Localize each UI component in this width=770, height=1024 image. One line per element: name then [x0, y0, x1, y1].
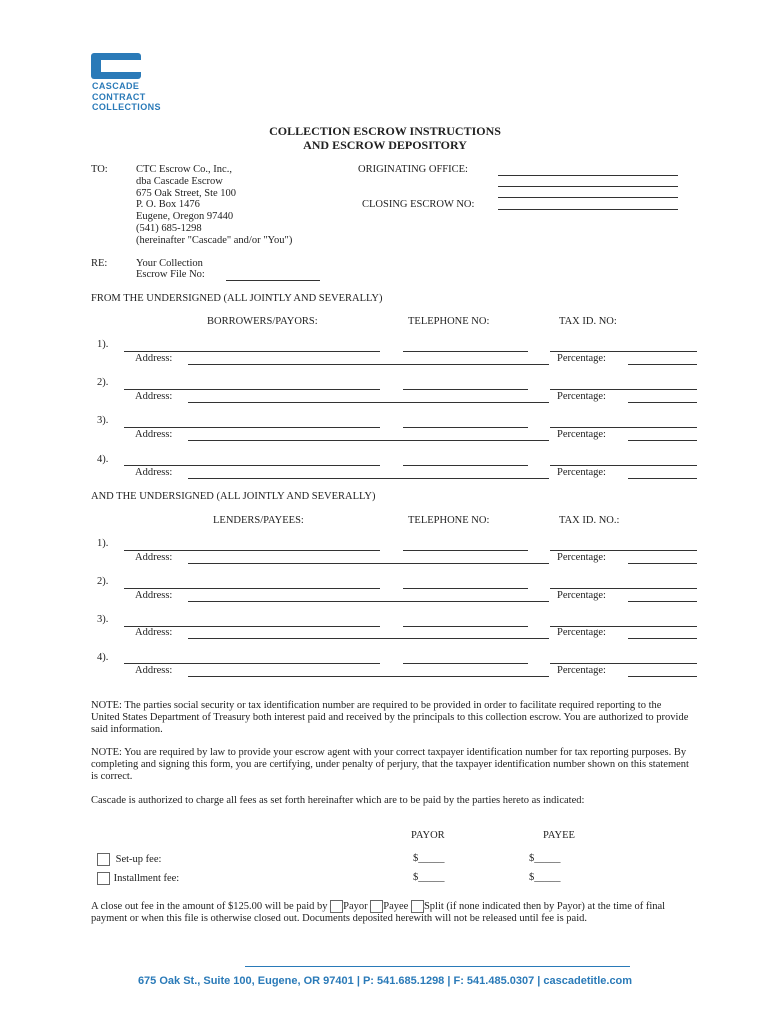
borrower-percentage-field[interactable] [628, 364, 697, 365]
borrower-tax-id-field[interactable] [550, 389, 697, 390]
originating-office-field-2[interactable] [498, 186, 678, 187]
originating-office-field[interactable] [498, 175, 678, 176]
lender-percentage-field[interactable] [628, 601, 697, 602]
closing-escrow-field[interactable] [498, 209, 678, 210]
lender-name-field[interactable] [124, 663, 380, 664]
payor-col-header: PAYOR [411, 830, 445, 841]
borrower-percentage-field[interactable] [628, 402, 697, 403]
closeout-payee-label: Payee [383, 900, 409, 912]
address-label: Address: [135, 627, 173, 638]
lender-name-field[interactable] [124, 550, 380, 551]
borrowers-heading: FROM THE UNDERSIGNED (ALL JOINTLY AND SEVERALLY) [91, 293, 383, 304]
lender-address-field[interactable] [188, 638, 549, 639]
re-line-2: Escrow File No: [136, 269, 205, 280]
closeout-fee-paragraph [91, 900, 691, 925]
borrower-tax-id-field[interactable] [550, 427, 697, 428]
borrower-address-field[interactable] [188, 440, 549, 441]
percentage-label: Percentage: [557, 353, 606, 364]
lenders-heading: AND THE UNDERSIGNED (ALL JOINTLY AND SEVERALLY) [91, 491, 376, 502]
installment-fee-label: Installment fee: [113, 872, 180, 884]
originating-office-field-3[interactable] [498, 197, 678, 198]
percentage-label: Percentage: [557, 552, 606, 563]
payee-col-header: PAYEE [543, 830, 575, 841]
lender-telephone-field[interactable] [403, 663, 528, 664]
setup-fee-payor-amount[interactable]: $_____ [413, 853, 445, 864]
to-label: TO: [91, 164, 108, 175]
percentage-label: Percentage: [557, 590, 606, 601]
lender-tax-id-field[interactable] [550, 663, 697, 664]
row-number: 3). [97, 415, 109, 426]
address-label: Address: [135, 665, 173, 676]
borrower-percentage-field[interactable] [628, 440, 697, 441]
row-number: 2). [97, 576, 109, 587]
lender-percentage-field[interactable] [628, 563, 697, 564]
originating-office-label: ORIGINATING OFFICE: [358, 164, 468, 175]
installment-fee-payor-amount[interactable]: $_____ [413, 872, 445, 883]
logo-mark [91, 53, 141, 79]
borrower-name-field[interactable] [124, 351, 380, 352]
note-tax-id: NOTE: The parties social security or tax identification number are required to be provided in order to facilitate required reporting to the United States Department of Treasury both interest paid and received by the principals to this collection escrow. You are authorized to provide said information. [91, 700, 689, 735]
borrower-address-field[interactable] [188, 478, 549, 479]
borrower-tax-id-field[interactable] [550, 465, 697, 466]
closeout-split-label: Split [423, 900, 444, 912]
re-line-1: Your Collection [136, 258, 203, 269]
address-label: Address: [135, 552, 173, 563]
closeout-split-checkbox[interactable] [411, 900, 424, 913]
lender-address-field[interactable] [188, 601, 549, 602]
tax-id-col-header: TAX ID. NO: [559, 316, 617, 327]
address-label: Address: [135, 590, 173, 601]
percentage-label: Percentage: [557, 627, 606, 638]
lender-address-field[interactable] [188, 676, 549, 677]
borrower-name-field[interactable] [124, 389, 380, 390]
telephone-col-header: TELEPHONE NO: [408, 316, 490, 327]
row-number: 2). [97, 377, 109, 388]
installment-fee-payee-amount[interactable]: $_____ [529, 872, 561, 883]
recipient-line: (541) 685-1298 [136, 222, 202, 234]
lender-telephone-field[interactable] [403, 588, 528, 589]
lender-percentage-field[interactable] [628, 676, 697, 677]
recipient-line: dba Cascade Escrow [136, 175, 223, 187]
setup-fee-payee-amount[interactable]: $_____ [529, 853, 561, 864]
borrower-percentage-field[interactable] [628, 478, 697, 479]
address-label: Address: [135, 467, 173, 478]
lender-tax-id-field[interactable] [550, 588, 697, 589]
logo-text [92, 81, 161, 113]
closeout-payee-checkbox[interactable] [370, 900, 383, 913]
fees-intro: Cascade is authorized to charge all fees as set forth hereinafter which are to be paid by the parties hereto as indicated: [91, 795, 585, 806]
setup-fee-label: Set-up fee: [115, 853, 162, 865]
row-number: 1). [97, 538, 109, 549]
lender-tax-id-field[interactable] [550, 550, 697, 551]
borrower-telephone-field[interactable] [403, 465, 528, 466]
percentage-label: Percentage: [557, 665, 606, 676]
setup-fee-checkbox[interactable] [97, 853, 110, 866]
recipient-address [136, 164, 292, 247]
footer-contact: 675 Oak St., Suite 100, Eugene, OR 97401 | P: 541.685.1298 | F: 541.485.0307 | cascadetitle.com [137, 975, 633, 987]
borrower-telephone-field[interactable] [403, 389, 528, 390]
borrower-telephone-field[interactable] [403, 427, 528, 428]
percentage-label: Percentage: [557, 467, 606, 478]
borrowers-col-header: BORROWERS/PAYORS: [207, 316, 318, 327]
borrower-address-field[interactable] [188, 364, 549, 365]
borrower-name-field[interactable] [124, 465, 380, 466]
tax-id-col-header: TAX ID. NO.: [559, 515, 620, 526]
closeout-text-2: (if none indicated then by Payor) at the time of final payment or when this file is otherwise closed out. Documents deposited herewith will not be released until fee is paid. [91, 900, 666, 924]
installment-fee-checkbox[interactable] [97, 872, 110, 885]
lender-percentage-field[interactable] [628, 638, 697, 639]
lenders-col-header: LENDERS/PAYEES: [213, 515, 304, 526]
recipient-line: CTC Escrow Co., Inc., [136, 164, 232, 175]
borrower-telephone-field[interactable] [403, 351, 528, 352]
footer-divider [245, 966, 630, 967]
recipient-line: P. O. Box 1476 [136, 199, 200, 211]
lender-telephone-field[interactable] [403, 626, 528, 627]
closeout-payor-label: Payor [343, 900, 368, 912]
recipient-line: Eugene, Oregon 97440 [136, 211, 234, 223]
lender-name-field[interactable] [124, 588, 380, 589]
form-title-line-1: COLLECTION ESCROW INSTRUCTIONS [269, 124, 501, 138]
row-number: 3). [97, 614, 109, 625]
row-number: 4). [97, 454, 109, 465]
recipient-line: 675 Oak Street, Ste 100 [136, 187, 237, 199]
closeout-text-1: A close out fee in the amount of $125.00 will be paid by [91, 900, 328, 912]
row-number: 1). [97, 339, 109, 350]
borrower-address-field[interactable] [188, 402, 549, 403]
percentage-label: Percentage: [557, 391, 606, 402]
row-number: 4). [97, 652, 109, 663]
recipient-line: (hereinafter "Cascade" and/or "You") [136, 234, 293, 246]
telephone-col-header: TELEPHONE NO: [408, 515, 490, 526]
logo-line-1: CASCADE [92, 81, 140, 91]
lender-telephone-field[interactable] [403, 550, 528, 551]
closing-escrow-label: CLOSING ESCROW NO: [362, 199, 475, 210]
borrower-tax-id-field[interactable] [550, 351, 697, 352]
closeout-payor-checkbox[interactable] [330, 900, 343, 913]
logo-line-3: COLLECTIONS [92, 102, 161, 112]
logo-line-2: CONTRACT [92, 91, 146, 102]
address-label: Address: [135, 391, 173, 402]
lender-address-field[interactable] [188, 563, 549, 564]
address-label: Address: [135, 429, 173, 440]
installment-fee-row [97, 872, 179, 885]
address-label: Address: [135, 353, 173, 364]
setup-fee-row [97, 853, 161, 866]
percentage-label: Percentage: [557, 429, 606, 440]
note-taxpayer-certification: NOTE: You are required by law to provide your escrow agent with your correct taxpayer identification number for tax reporting purposes. By completing and signing this form, you are certifying, under penalty of perjury, that the taxpayer identification number shown on this statement is correct. [91, 747, 689, 782]
form-title-line-2: AND ESCROW DEPOSITORY [303, 138, 467, 152]
re-label: RE: [91, 258, 108, 269]
borrower-name-field[interactable] [124, 427, 380, 428]
escrow-file-number-field[interactable] [226, 280, 320, 281]
